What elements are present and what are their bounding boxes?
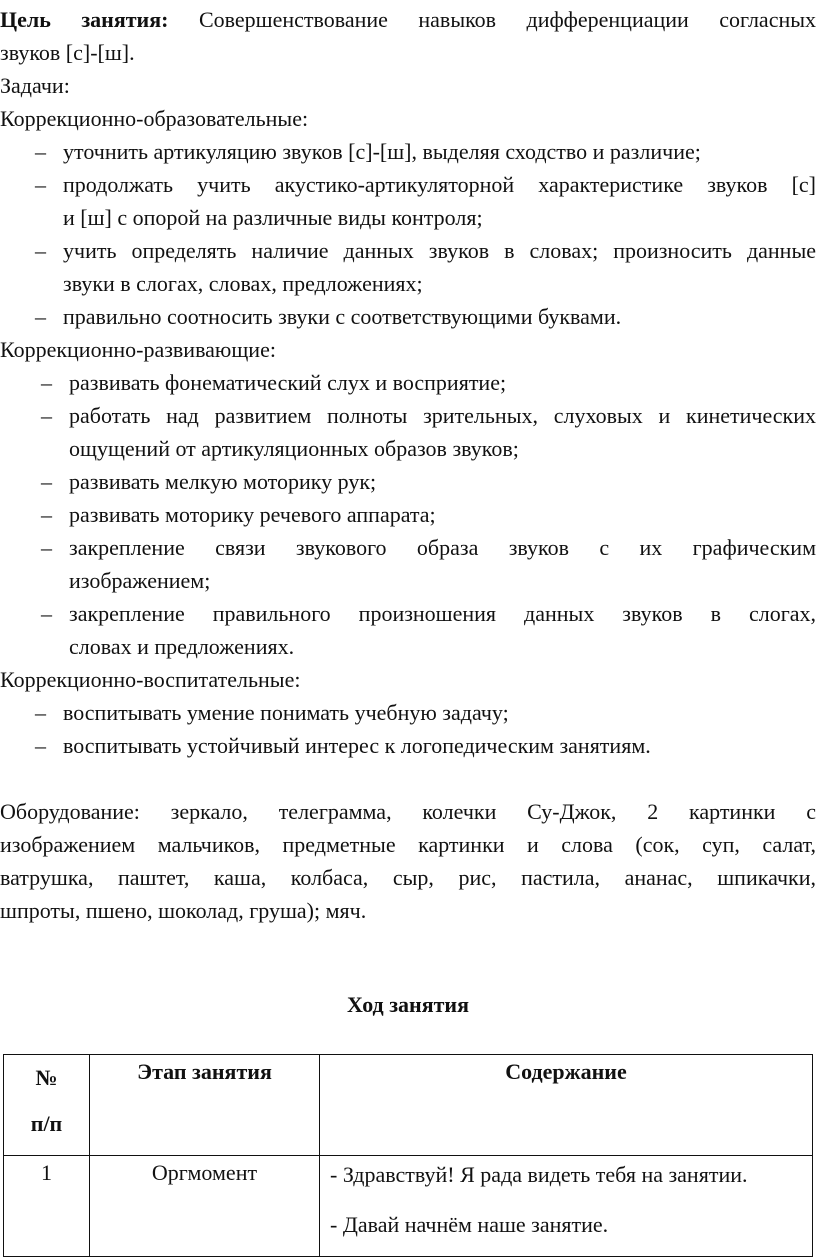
header-content: Содержание — [320, 1055, 813, 1156]
list-item-text: продолжать учить акустико-артикуляторной характеристике звуков [с] — [63, 172, 816, 197]
list-item-text: словах и предложениях. — [69, 634, 295, 659]
header-stage: Этап занятия — [90, 1055, 320, 1156]
equipment-line: шпроты, пшено, шоколад, груша); мяч. — [0, 898, 367, 923]
dash-bullet: – — [41, 502, 52, 527]
list-item-text: учить определять наличие данных звуков в словах; произносить данные — [63, 238, 816, 263]
goal-label: Цель занятия: — [0, 7, 169, 32]
dash-bullet: – — [35, 238, 46, 263]
dash-bullet: – — [35, 172, 46, 197]
dash-bullet: – — [41, 469, 52, 494]
lesson-table — [3, 1054, 813, 1257]
dash-bullet: – — [35, 304, 46, 329]
table-row — [4, 1156, 813, 1257]
dash-bullet: – — [41, 403, 52, 428]
equipment-line: Оборудование: зеркало, телеграмма, колечки Су-Джок, 2 картинки с — [0, 799, 816, 824]
section-title-upbringing: Коррекционно-воспитательные: — [0, 667, 301, 692]
list-item-text: закрепление связи звукового образа звуков с их графическим — [69, 535, 816, 560]
list-item-text: развивать мелкую моторику рук; — [69, 469, 377, 494]
table-header-row — [4, 1055, 813, 1156]
list-item-text: правильно соотносить звуки с соответствующими буквами. — [63, 304, 622, 329]
tasks-label: Задачи: — [0, 73, 70, 98]
list-item-text: и [ш] с опорой на различные виды контроля; — [63, 205, 483, 230]
content-line: - Давай начнём наше занятие. — [330, 1212, 609, 1237]
dash-bullet: – — [35, 700, 46, 725]
list-item-text: ощущений от артикуляционных образов звуков; — [69, 436, 519, 461]
dash-bullet: – — [41, 535, 52, 560]
section-title-educational: Коррекционно-образовательные: — [0, 106, 309, 131]
lesson-heading: Ход занятия — [346, 992, 469, 1017]
list-item-text: развивать фонематический слух и восприятие; — [69, 370, 507, 395]
list-item-text: изображением; — [69, 568, 211, 593]
goal-text: Совершенствование навыков дифференциации согласных — [198, 7, 816, 32]
list-item-text: воспитывать умение понимать учебную задачу; — [63, 700, 509, 725]
content-line: - Здравствуй! Я рада видеть тебя на занятии. — [330, 1162, 748, 1187]
goal-line-1 — [0, 3, 816, 36]
list-item-text: уточнить артикуляцию звуков [с]-[ш], выделяя сходство и различие; — [63, 139, 701, 164]
dash-bullet: – — [41, 601, 52, 626]
dash-bullet: – — [35, 139, 46, 164]
goal-line-2: звуков [с]-[ш]. — [0, 40, 135, 65]
header-num — [4, 1055, 90, 1156]
list-item-text: звуки в слогах, словах, предложениях; — [63, 271, 423, 296]
equipment-line: ватрушка, паштет, каша, колбаса, сыр, рис, пастила, ананас, шпикачки, — [0, 865, 816, 890]
section-title-developmental: Коррекционно-развивающие: — [0, 337, 276, 362]
row-content — [320, 1156, 813, 1257]
list-item-text: воспитывать устойчивый интерес к логопедическим занятиям. — [63, 733, 651, 758]
dash-bullet: – — [35, 733, 46, 758]
row-num: 1 — [4, 1156, 90, 1257]
dash-bullet: – — [41, 370, 52, 395]
row-stage: Оргмомент — [90, 1156, 320, 1257]
list-item-text: закрепление правильного произношения данных звуков в слогах, — [69, 601, 816, 626]
equipment-line: изображением мальчиков, предметные картинки и слова (сок, суп, салат, — [0, 832, 816, 857]
header-num-line-2: п/п — [30, 1111, 63, 1136]
list-item-text: развивать моторику речевого аппарата; — [69, 502, 436, 527]
header-num-line-1: № — [35, 1065, 58, 1090]
list-item-text: работать над развитием полноты зрительных, слуховых и кинетических — [69, 403, 816, 428]
